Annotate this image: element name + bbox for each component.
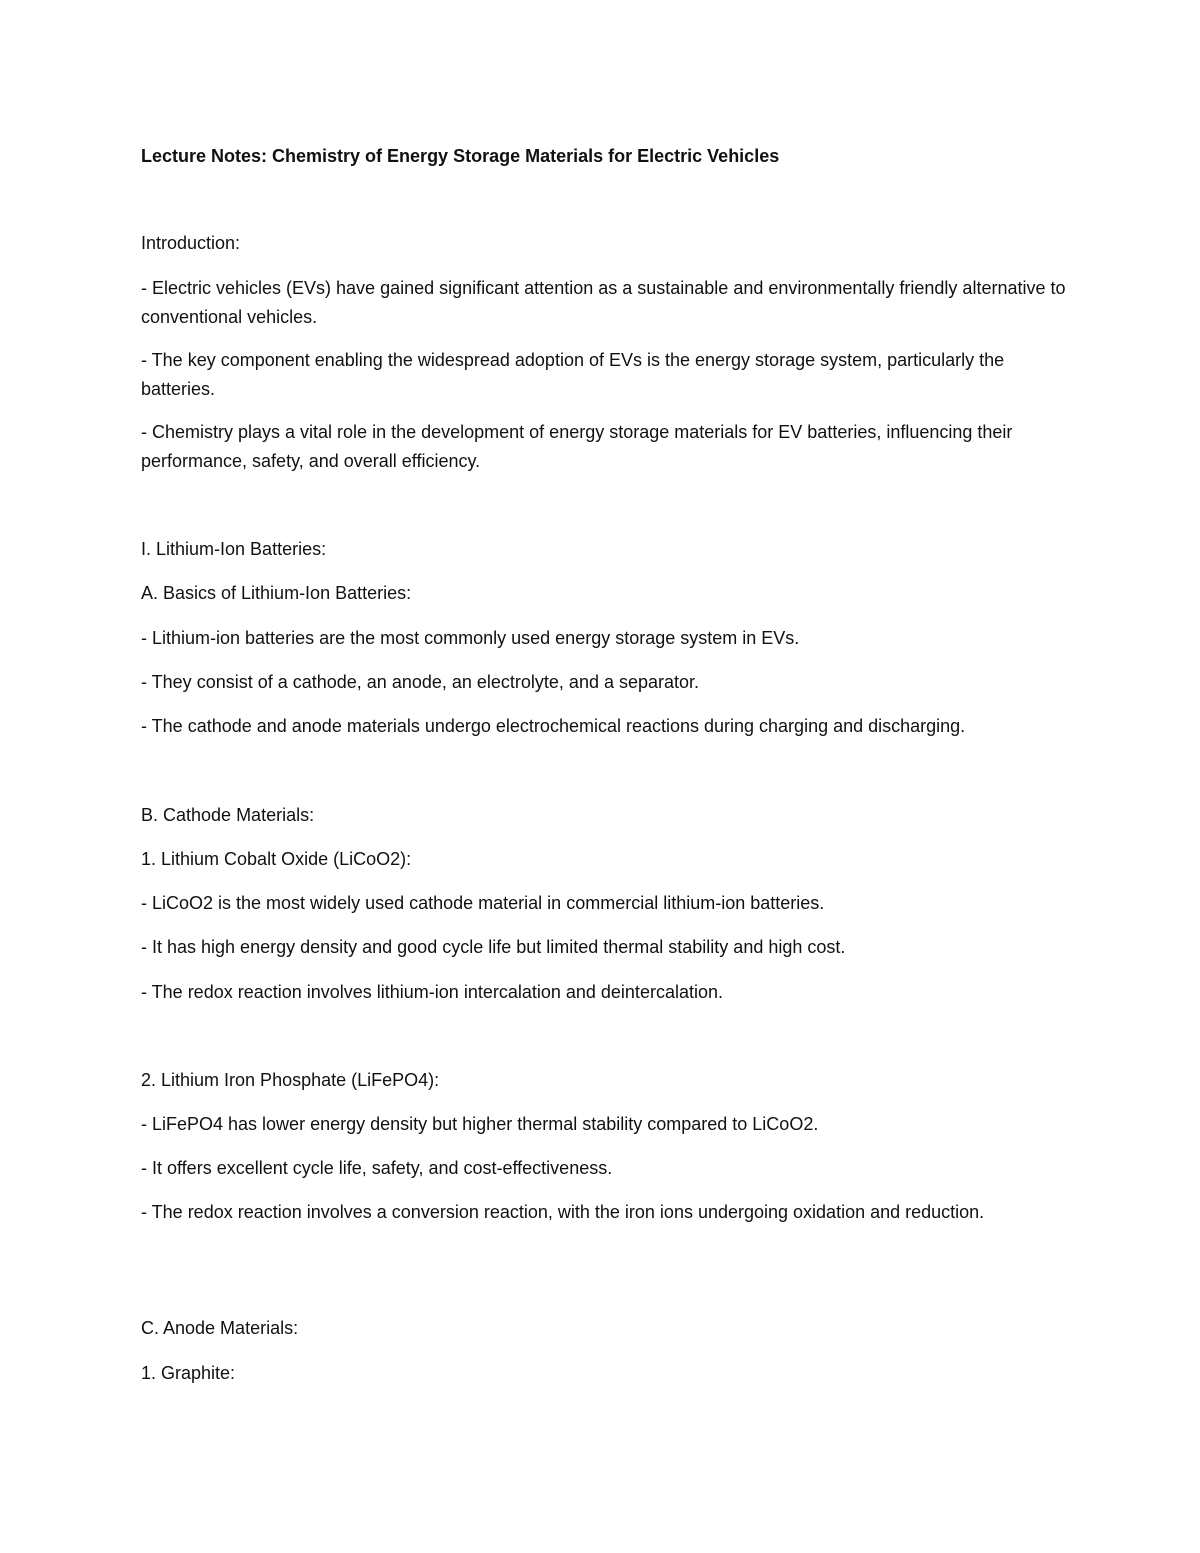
subsection-a-bullet-3: - The cathode and anode materials undergo electrochemical reactions during charging and discharging. — [141, 716, 966, 736]
subsection-a-heading: A. Basics of Lithium-Ion Batteries: — [141, 583, 412, 603]
cathode-item-2-bullet-1: - LiFePO4 has lower energy density but higher thermal stability compared to LiCoO2. — [141, 1114, 819, 1134]
cathode-item-1-bullet-3: - The redox reaction involves lithium-ion intercalation and deintercalation. — [141, 982, 723, 1002]
anode-item-1-heading: 1. Graphite: — [141, 1363, 236, 1383]
cathode-item-1-heading: 1. Lithium Cobalt Oxide (LiCoO2): — [141, 849, 412, 869]
intro-bullet-2: - The key component enabling the widespread adoption of EVs is the energy storage system, particularly the batteries. — [141, 350, 1005, 399]
cathode-item-2-heading: 2. Lithium Iron Phosphate (LiFePO4): — [141, 1070, 440, 1090]
document-title: Lecture Notes: Chemistry of Energy Storage Materials for Electric Vehicles — [141, 146, 780, 166]
subsection-a-bullet-2: - They consist of a cathode, an anode, an electrolyte, and a separator. — [141, 672, 700, 692]
subsection-b-heading: B. Cathode Materials: — [141, 805, 315, 825]
cathode-item-2-bullet-2: - It offers excellent cycle life, safety, and cost-effectiveness. — [141, 1158, 613, 1178]
intro-bullet-3: - Chemistry plays a vital role in the development of energy storage materials for EV batteries, influencing their performance, safety, and overall efficiency. — [141, 422, 1013, 471]
cathode-item-2-bullet-3: - The redox reaction involves a conversion reaction, with the iron ions undergoing oxidation and reduction. — [141, 1202, 985, 1222]
section-1-heading: I. Lithium-Ion Batteries: — [141, 539, 327, 559]
cathode-item-1-bullet-1: - LiCoO2 is the most widely used cathode material in commercial lithium-ion batteries. — [141, 893, 825, 913]
cathode-item-1-bullet-2: - It has high energy density and good cycle life but limited thermal stability and high cost. — [141, 937, 846, 957]
intro-heading: Introduction: — [141, 233, 241, 253]
subsection-a-bullet-1: - Lithium-ion batteries are the most commonly used energy storage system in EVs. — [141, 628, 800, 648]
intro-bullet-1: - Electric vehicles (EVs) have gained significant attention as a sustainable and environmentally friendly alternative to conventional vehicles. — [141, 278, 1066, 327]
subsection-c-heading: C. Anode Materials: — [141, 1318, 299, 1338]
